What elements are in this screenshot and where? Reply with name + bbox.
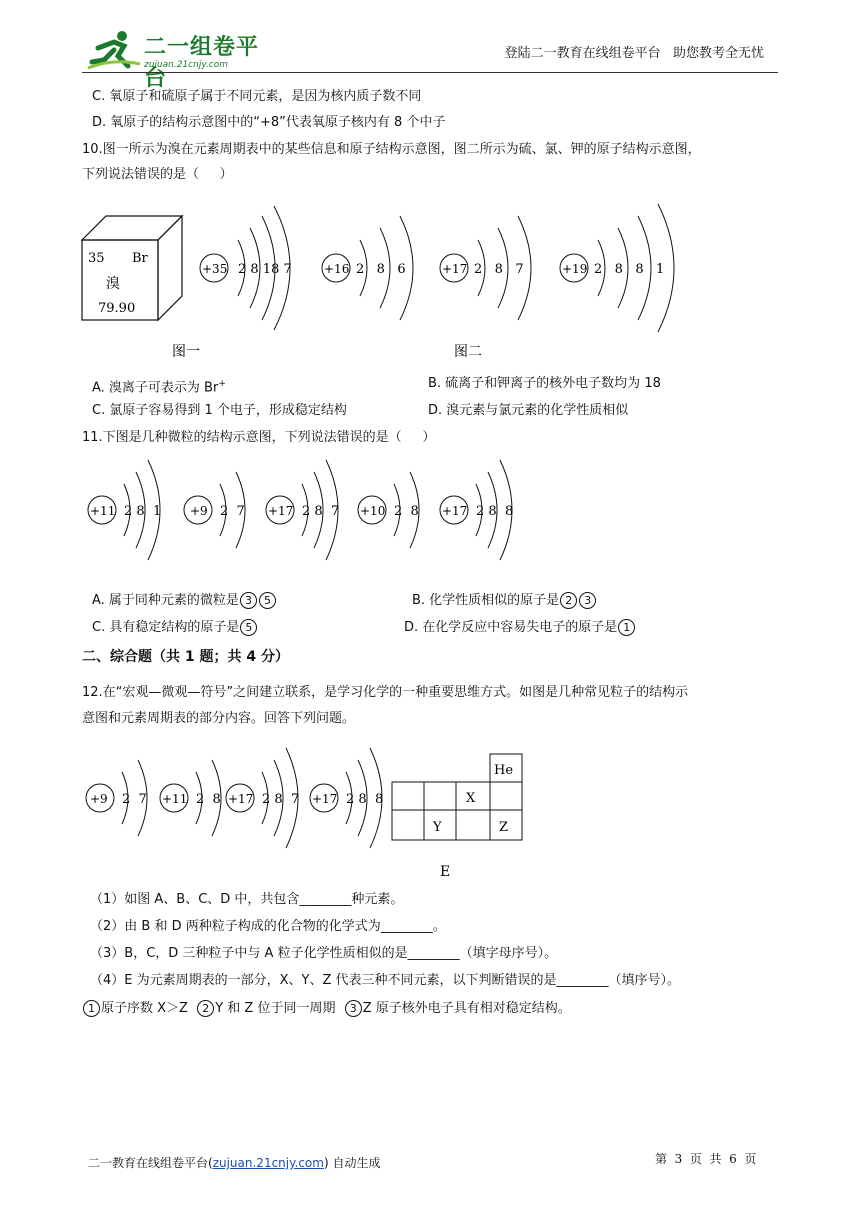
svg-text:2 8 8 1: 2 8 8 1 [594, 262, 665, 277]
logo-title: 二一组卷平台 [144, 35, 260, 91]
svg-text:2 8: 2 8 [394, 504, 419, 519]
svg-text:+35: +35 [202, 262, 228, 276]
svg-text:2 7: 2 7 [122, 792, 147, 807]
q9-option-c: C. 氧原子和硫原子属于不同元素，是因为核内质子数不同 [92, 89, 422, 104]
element-mass: 79.90 [98, 301, 136, 316]
atom-a [86, 760, 147, 884]
svg-text:2 8: 2 8 [196, 792, 221, 807]
q12-sub2: （2）由 B 和 D 两种粒子构成的化合物的化学式为________。 [90, 919, 446, 934]
svg-text:2 8 6: 2 8 6 [356, 262, 406, 277]
atom-2 [184, 472, 245, 580]
runner-logo-icon [84, 28, 142, 72]
q12-sub3: （3）B，C，D 三种粒子中与 A 粒子化学性质相似的是________（填字母序号）。 [90, 946, 558, 961]
svg-text:+10: +10 [360, 504, 386, 518]
svg-text:+9: +9 [190, 504, 208, 518]
q12-stem-line2: 意图和元素周期表的部分内容。回答下列问题。 [82, 711, 356, 726]
element-name: 溴 [106, 276, 120, 292]
atom-3 [266, 460, 339, 580]
q10-stem-line1: 10.图一所示为溴在元素周期表中的某些信息和原子结构示意图，图二所示为硫、氯、钾的原子结构示意图， [82, 142, 701, 157]
table-cell-y: Y [433, 820, 442, 835]
q11-option-d: D. 在化学反应中容易失电子的原子是 1 [404, 619, 636, 637]
atom-4 [358, 472, 419, 580]
footer-source: 二一教育在线组卷平台(zujuan.21cnjy.com) 自动生成 [88, 1156, 381, 1170]
fig1-label: 图一 [172, 344, 200, 360]
atom-d [310, 748, 383, 884]
element-number: 35 [88, 251, 105, 266]
header-divider [82, 72, 778, 73]
svg-text:2 8 8: 2 8 8 [476, 504, 514, 519]
atom-s [322, 216, 413, 366]
q12-statements: 1 原子序数 X＞Z 2 Y 和 Z 位于同一周期 3 Z 原子核外电子具有相对稳定结构。 [82, 1000, 571, 1018]
q11-option-a: A. 属于同种元素的微粒是 3 5 [92, 592, 277, 610]
svg-text:+17: +17 [268, 504, 294, 518]
table-cell-x: X [466, 791, 476, 806]
svg-text:+11: +11 [90, 504, 116, 518]
table-label-e: E [440, 864, 451, 880]
q10-option-b: B. 硫离子和钾离子的核外电子数均为 18 [428, 376, 661, 391]
q11-stem: 11.下图是几种微粒的结构示意图，下列说法错误的是（ ） [82, 430, 436, 445]
element-symbol: Br [132, 251, 148, 266]
svg-text:2 7: 2 7 [220, 504, 245, 519]
q11-figure [80, 456, 560, 580]
svg-text:+16: +16 [324, 262, 350, 276]
svg-text:+9: +9 [90, 792, 108, 806]
fig2-label: 图二 [454, 344, 482, 360]
logo [84, 28, 270, 91]
atom-k [560, 204, 674, 366]
svg-text:+17: +17 [442, 262, 468, 276]
atom-b [160, 760, 221, 884]
svg-text:+17: +17 [442, 504, 468, 518]
q12-sub4: （4）E 为元素周期表的一部分，X、Y、Z 代表三种不同元素，以下判断错误的是________（填序号）。 [90, 973, 681, 988]
header-slogan: 登陆二一教育在线组卷平台 助您教考全无忧 [504, 46, 764, 61]
q12-stem-line1: 12.在“宏观—微观—符号”之间建立联系，是学习化学的一种重要思维方式。如图是几种常见粒子的结构示 [82, 685, 689, 700]
q10-option-a: A. 溴离子可表示为 Br+ [92, 379, 226, 396]
q11-option-b: B. 化学性质相似的原子是 2 3 [412, 592, 597, 610]
svg-text:2 8 7: 2 8 7 [262, 792, 300, 807]
table-cell-he: He [494, 763, 514, 778]
section-title: 二、综合题（共 1 题；共 4 分） [82, 649, 289, 665]
q10-option-c: C. 氯原子容易得到 1 个电子，形成稳定结构 [92, 403, 347, 418]
svg-text:2 8 1: 2 8 1 [124, 504, 162, 519]
atom-5 [440, 460, 513, 580]
svg-text:2 8 7: 2 8 7 [474, 262, 524, 277]
q9-option-d: D. 氧原子的结构示意图中的“+8”代表氧原子核内有 8 个中子 [92, 115, 446, 130]
svg-text:2 8 8: 2 8 8 [346, 792, 384, 807]
q10-stem-line2: 下列说法错误的是（ ） [82, 167, 233, 182]
page-number: 第 3 页 共 6 页 [655, 1152, 757, 1166]
atom-c [226, 748, 299, 884]
svg-text:+17: +17 [228, 792, 254, 806]
q10-figure [80, 196, 720, 366]
svg-text:+11: +11 [162, 792, 188, 806]
svg-text:+19: +19 [562, 262, 588, 276]
svg-text:2 8 7: 2 8 7 [302, 504, 340, 519]
svg-text:2 8 18 7: 2 8 18 7 [238, 262, 292, 277]
logo-subtitle: zujuan.21cnjy.com [144, 60, 229, 70]
q11-option-c: C. 具有稳定结构的原子是 5 [92, 619, 258, 637]
table-cell-z: Z [499, 820, 509, 835]
q12-sub1: （1）如图 A、B、C、D 中，共包含________种元素。 [90, 892, 404, 907]
bromine-element-card [82, 216, 182, 320]
atom-br [200, 206, 292, 330]
q10-option-d: D. 溴元素与氯元素的化学性质相似 [428, 403, 629, 418]
svg-text:+17: +17 [312, 792, 338, 806]
atom-1 [88, 460, 161, 580]
q12-figure [80, 742, 540, 884]
footer-link[interactable]: zujuan.21cnjy.com [212, 1156, 324, 1170]
